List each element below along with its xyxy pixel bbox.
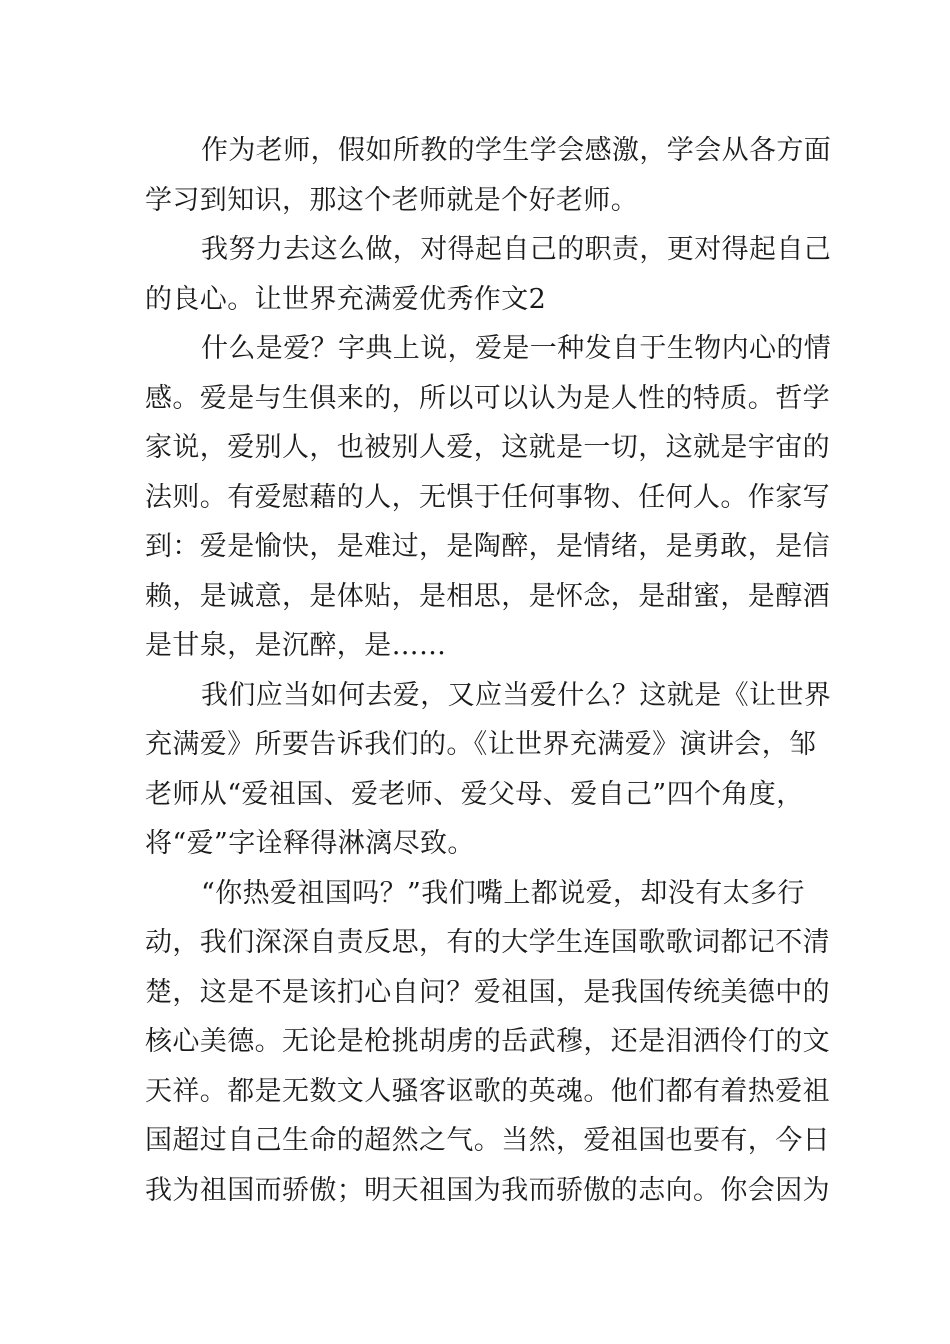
text-line: 赖，是诚意，是体贴，是相思，是怀念，是甜蜜，是醇酒 bbox=[145, 580, 830, 612]
text-line: 到：爱是愉快，是难过，是陶醉，是情绪，是勇敢，是信 bbox=[145, 531, 830, 562]
body-text bbox=[145, 126, 832, 1215]
text-line: 天祥。都是无数文人骚客讴歌的英魂。他们都有着热爱祖 bbox=[145, 1075, 830, 1107]
text-line: 是甘泉，是沉醉，是…… bbox=[145, 630, 447, 661]
text-line: 我努力去这么做，对得起自己的职责，更对得起自己 bbox=[201, 234, 832, 265]
text-line: 作为老师，假如所教的学生学会感激，学会从各方面 bbox=[201, 135, 832, 166]
text-line: 法则。有爱慰藉的人，无惧于任何事物、任何人。作家写 bbox=[145, 481, 830, 513]
text-line: 家说，爱别人，也被别人爱，这就是一切，这就是宇宙的 bbox=[145, 432, 830, 463]
text-line: 核心美德。无论是枪挑胡虏的岳武穆，还是泪洒伶仃的文 bbox=[145, 1026, 830, 1057]
text-line: 将“爱”字诠释得淋漓尽致。 bbox=[145, 828, 475, 859]
text-line: 学习到知识，那这个老师就是个好老师。 bbox=[145, 184, 639, 216]
text-line: 我们应当如何去爱，又应当爱什么？这就是《让世界 bbox=[201, 679, 832, 711]
text-line: 什么是爱？字典上说，爱是一种发自于生物内心的情 bbox=[201, 333, 832, 364]
text-line: 充满爱》所要告诉我们的。《让世界充满爱》演讲会，邹 bbox=[145, 729, 817, 760]
text-line: 我为祖国而骄傲；明天祖国为我而骄傲的志向。你会因为 bbox=[145, 1174, 830, 1206]
text-line: “你热爱祖国吗？”我们嘴上都说爱，却没有太多行 bbox=[201, 877, 805, 909]
text-line: 感。爱是与生俱来的，所以可以认为是人性的特质。哲学 bbox=[145, 382, 830, 414]
text-line: 动，我们深深自责反思，有的大学生连国歌歌词都记不清 bbox=[145, 927, 830, 958]
text-line: 的良心。让世界充满爱优秀作文2 bbox=[145, 283, 547, 315]
text-line: 楚，这是不是该扪心自问？爱祖国，是我国传统美德中的 bbox=[145, 976, 830, 1008]
text-line: 老师从“爱祖国、爱老师、爱父母、爱自己”四个角度， bbox=[145, 778, 804, 810]
text-line: 国超过自己生命的超然之气。当然，爱祖国也要有，今日 bbox=[145, 1125, 830, 1156]
